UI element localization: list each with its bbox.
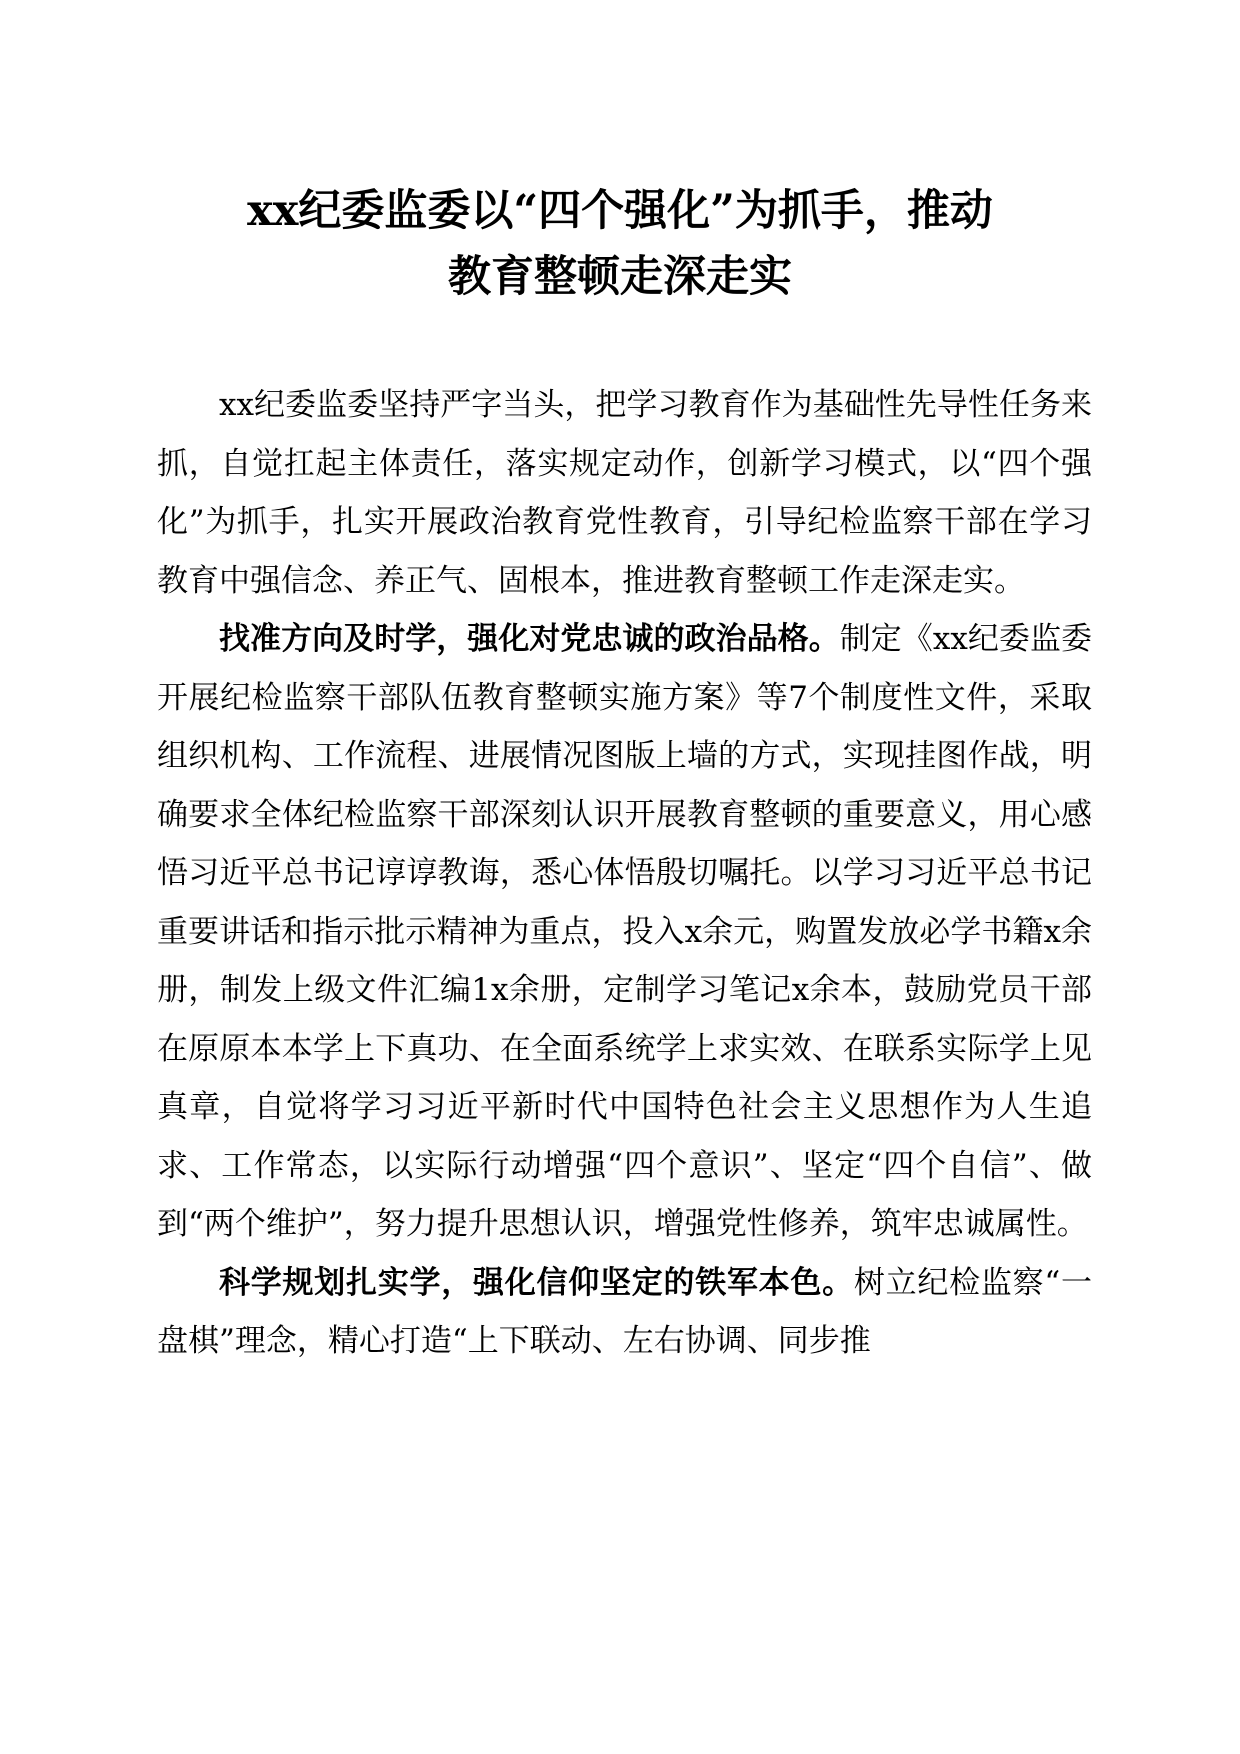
paragraph-text: 制定《xx纪委监委开展纪检监察干部队伍教育整顿实施方案》等7个制度性文件，采取组织机构、工作流程、进展情况图版上墙的方式，实现挂图作战，明确要求全体纪检监察干部深刻认识开展教育整顿的重要意义，用心感悟习近平总书记谆谆教诲，悉心体悟殷切嘱托。以学习习近平总书记重要讲话和指示批示精神为重点，投入x余元，购置发放必学书籍x余册，制发上级文件汇编1x余册，定制学习笔记x余本，鼓励党员干部在原原本本学上下真功、在全面系统学上求实效、在联系实际学上见真章，自觉将学习习近平新时代中国特色社会主义思想作为人生追求、工作常态，以实际行动增强“四个意识”、坚定“四个自信”、做到“两个维护”，努力提升思想认识，增强党性修养，筑牢忠诚属性。 — [157, 621, 1092, 1242]
title-line-2: 教育整顿走深走实 — [448, 252, 792, 302]
title-line-1: xx纪委监委以“四个强化”为抓手，推动 — [247, 186, 993, 236]
document-title — [140, 178, 1100, 310]
paragraph-section-1 — [157, 610, 1092, 1254]
paragraph-text: 树立纪检监察“一盘棋”理念，精心打造“上下联动、左右协调、同步推 — [157, 1264, 1092, 1359]
paragraph-text: xx纪委监委坚持严字当头，把学习教育作为基础性先导性任务来抓，自觉扛起主体责任，落实规定动作，创新学习模式，以“四个强化”为抓手，扎实开展政治教育党性教育，引导纪检监察干部在学习教育中强信念、养正气、固根本，推进教育整顿工作走深走实。 — [157, 387, 1092, 599]
document-body — [157, 376, 1092, 1371]
section-heading: 科学规划扎实学，强化信仰坚定的铁军本色。 — [219, 1264, 854, 1301]
paragraph-section-2 — [157, 1254, 1092, 1371]
paragraph-intro — [157, 376, 1092, 610]
section-heading: 找准方向及时学，强化对党忠诚的政治品格。 — [219, 621, 840, 657]
